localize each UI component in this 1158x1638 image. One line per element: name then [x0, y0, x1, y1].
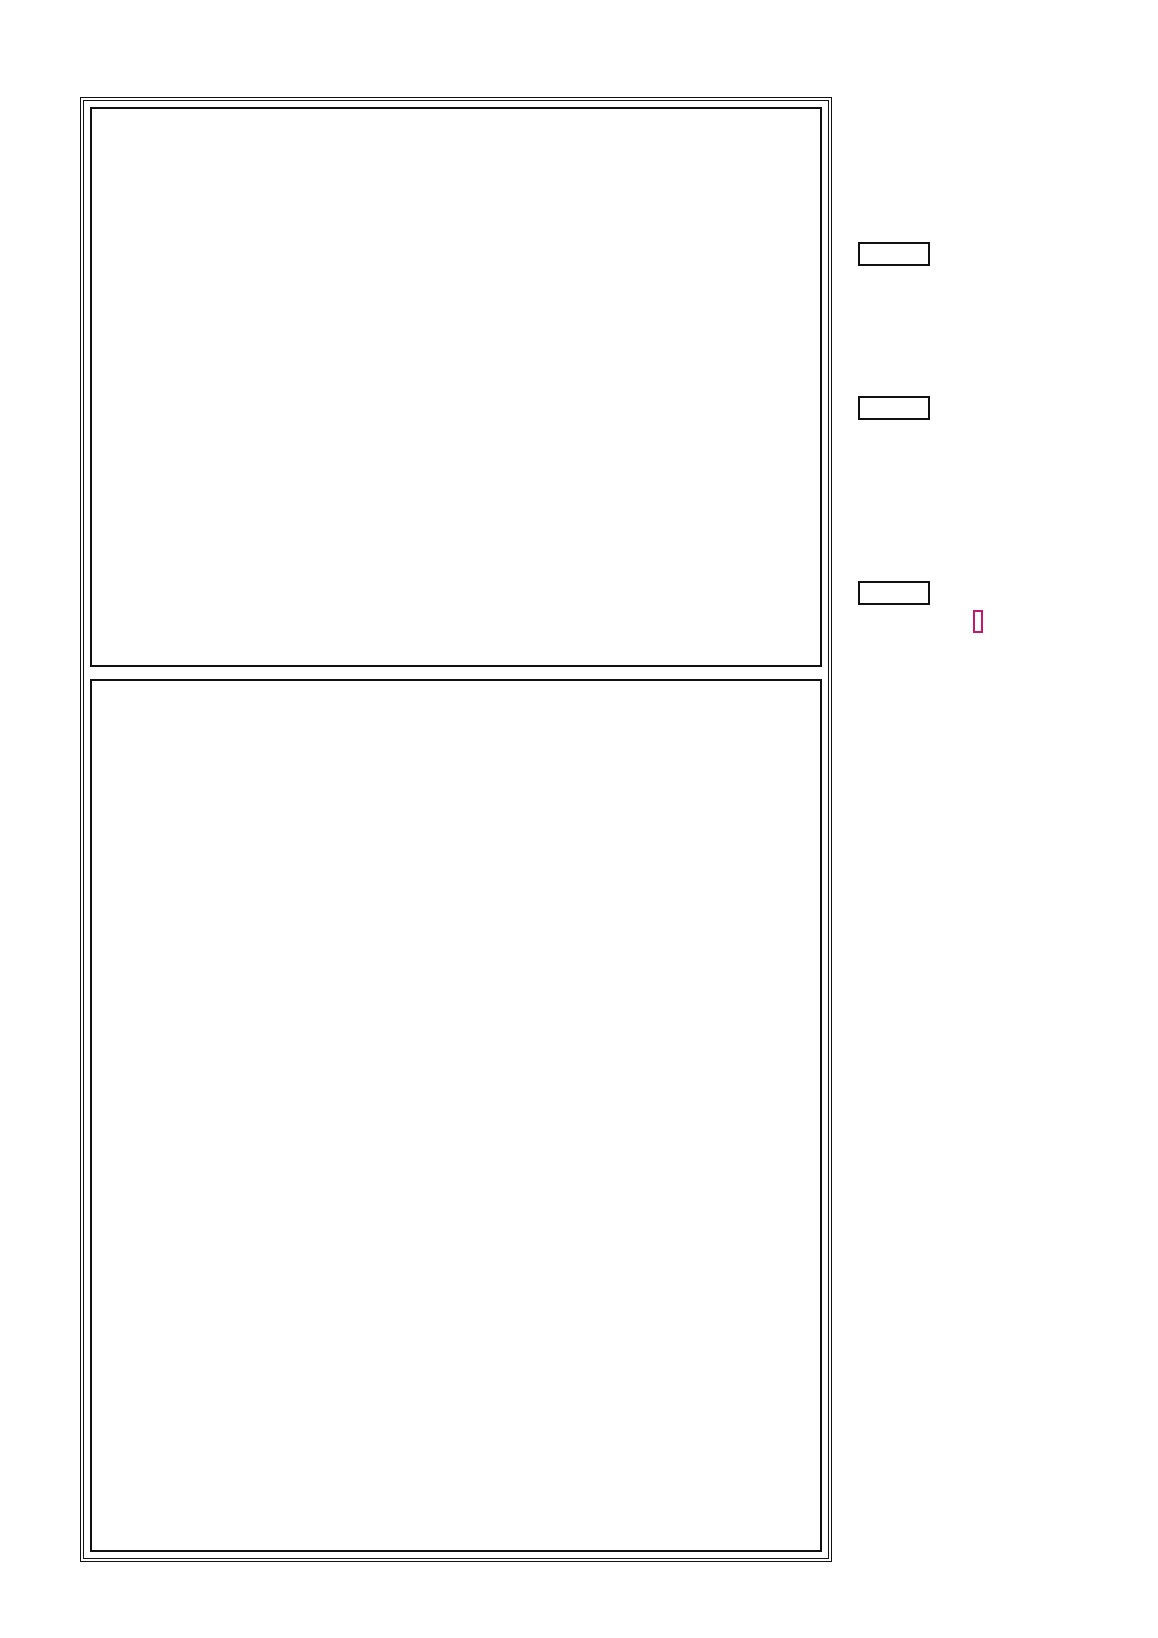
commentary-box: [90, 679, 822, 1552]
cross-reference-note: [858, 612, 983, 631]
hadith-number-badge: [858, 581, 930, 605]
cross-reference-value: [973, 610, 983, 633]
hadith-text-box: [90, 107, 822, 667]
page-frame: [80, 97, 832, 1562]
hadith-number-badge: [858, 242, 930, 266]
hadith-number-badge: [858, 396, 930, 420]
